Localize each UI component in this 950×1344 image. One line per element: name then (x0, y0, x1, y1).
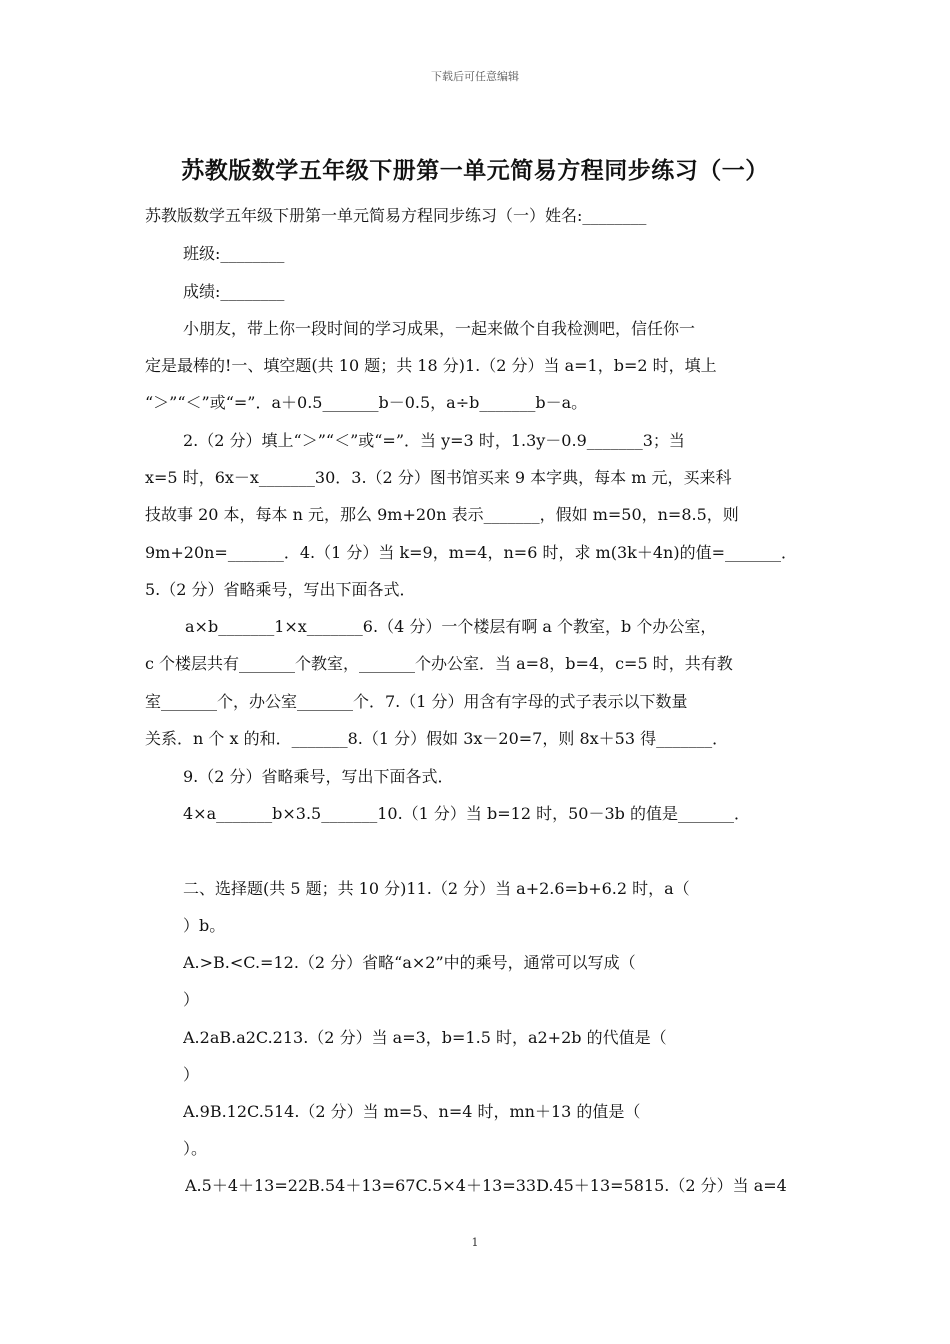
text-line: A.5＋4＋13=22B.54＋13=67C.5×4＋13=33D.45＋13=5815.（2 分）当 a=4 (185, 1176, 787, 1195)
text-line: “＞”“＜”或“=”．a＋0.5_______b－0.5，a÷b_______b－a。 (145, 393, 588, 412)
text-line: 班级:________ (183, 244, 285, 263)
text-line: ） (183, 990, 200, 1009)
text-line: 技故事 20 本，每本 n 元，那么 9m+20n 表示_______，假如 m=50，n=8.5，则 (145, 505, 739, 524)
text-line: 室_______个，办公室_______个．7.（1 分）用含有字母的式子表示以下数量 (145, 692, 688, 711)
text-line: 小朋友，带上你一段时间的学习成果，一起来做个自我检测吧，信任你一 (183, 319, 696, 338)
text-line: ）b。 (183, 916, 226, 935)
text-line: 2.（2 分）填上“＞”“＜”或“=”．当 y=3 时，1.3y－0.9_______3；当 (183, 431, 685, 450)
text-line: A.9B.12C.514.（2 分）当 m=5、n=4 时，mn＋13 的值是（ (183, 1102, 641, 1121)
text-line: c 个楼层共有_______个教室，_______个办公室．当 a=8，b=4，c=5 时，共有教 (145, 654, 733, 673)
text-line: 9.（2 分）省略乘号，写出下面各式． (183, 767, 454, 786)
text-line: 二、选择题(共 5 题；共 10 分)11.（2 分）当 a+2.6=b+6.2 时，a（ (183, 879, 690, 898)
text-line: ）。 (183, 1139, 208, 1158)
text-line: 苏教版数学五年级下册第一单元简易方程同步练习（一）姓名:________ (145, 206, 647, 225)
text-line: ） (183, 1065, 200, 1084)
text-line: a×b_______1×x_______6.（4 分）一个楼层有啊 a 个教室，b 个办公室， (185, 617, 717, 636)
text-line: 9m+20n=_______．4.（1 分）当 k=9，m=4，n=6 时，求 m(3k＋4n)的值=_______． (145, 543, 797, 562)
text-line: 关系．n 个 x 的和．_______8.（1 分）假如 3x－20=7，则 8x＋53 得_______． (145, 729, 729, 748)
page-header: 下载后可任意编辑 (431, 70, 519, 83)
document-title: 苏教版数学五年级下册第一单元简易方程同步练习（一） (181, 157, 769, 184)
text-line: A.2aB.a2C.213.（2 分）当 a=3，b=1.5 时，a2+2b 的代值是（ (183, 1028, 667, 1047)
text-line: 成绩:________ (183, 282, 285, 301)
text-line: 4×a_______b×3.5_______10.（1 分）当 b=12 时，50－3b 的值是_______． (183, 804, 750, 823)
text-line: A.>B.<C.=12.（2 分）省略“a×2”中的乘号，通常可以写成（ (183, 953, 636, 972)
text-line: 定是最棒的!一、填空题(共 10 题；共 18 分)1.（2 分）当 a=1，b=2 时，填上 (145, 356, 717, 375)
page-number: 1 (471, 1236, 479, 1249)
text-line: 5.（2 分）省略乘号，写出下面各式． (145, 580, 416, 599)
text-line: x=5 时，6x－x_______30．3.（2 分）图书馆买来 9 本字典，每本 m 元，买来科 (145, 468, 732, 487)
